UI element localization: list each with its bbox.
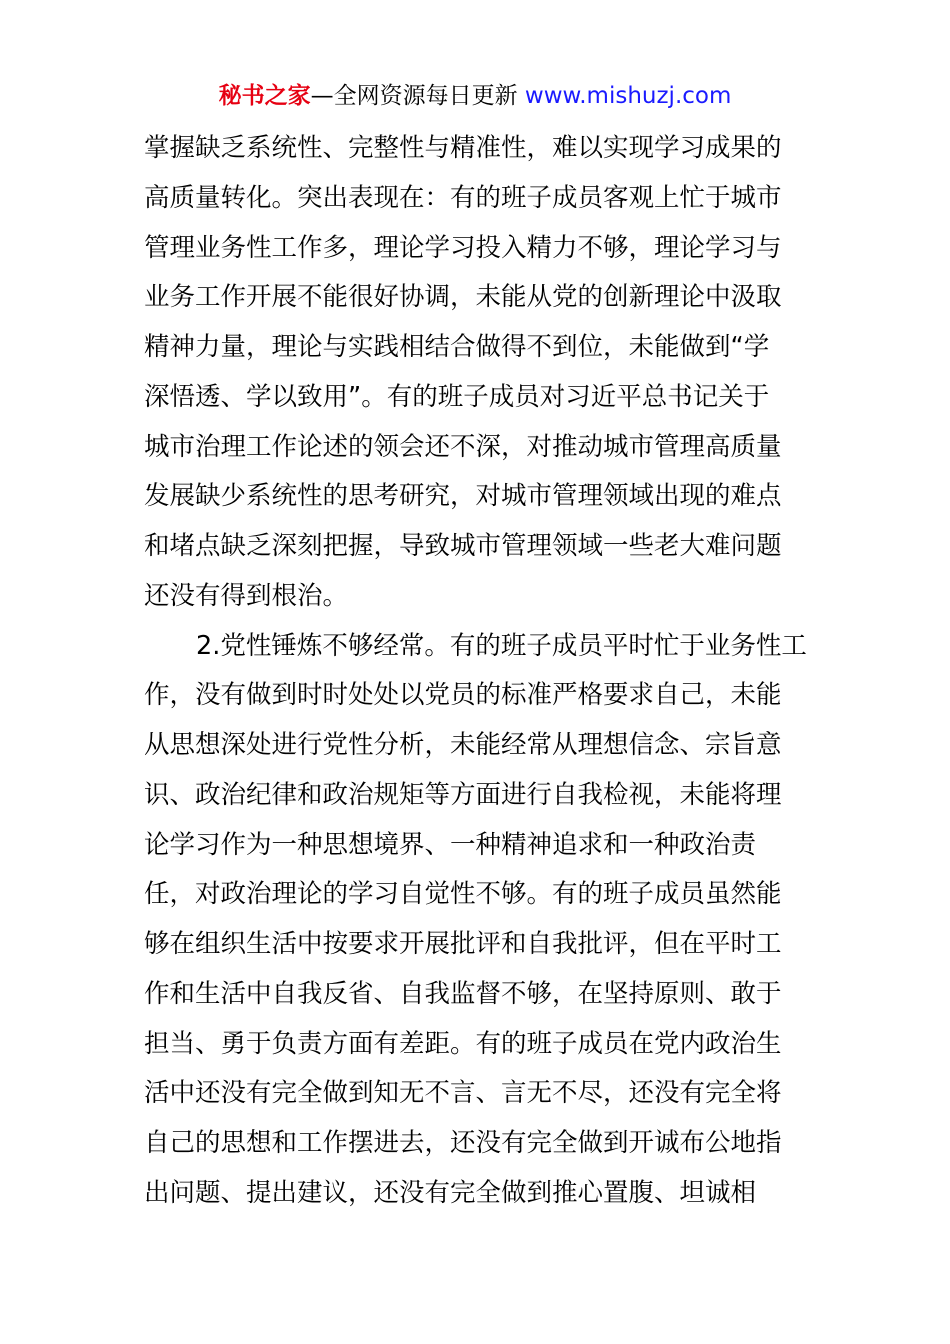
- text-line: 担当、勇于负责方面有差距。有的班子成员在党内政治生: [144, 1028, 782, 1059]
- text-line: 从思想深处进行党性分析，未能经常从理想信念、宗旨意: [144, 730, 782, 760]
- text-line: 掌握缺乏系统性、完整性与精准性，难以实现学习成果的: [144, 133, 782, 163]
- text-line: 作，没有做到时时处处以党员的标准严格要求自己，未能: [144, 680, 782, 711]
- header-tagline: —全网资源每日更新: [310, 83, 525, 109]
- text-line: 论学习作为一种思想境界、一种精神追求和一种政治责: [144, 829, 757, 860]
- brand-name: 秘书之家: [218, 83, 311, 109]
- text-line: 自己的思想和工作摆进去，还没有完全做到开诚布公地指: [144, 1128, 782, 1158]
- text-line: 还没有得到根治。: [144, 580, 349, 611]
- text-line: 城市治理工作论述的领会还不深，对推动城市管理高质量: [144, 431, 782, 462]
- text-line: 作和生活中自我反省、自我监督不够，在坚持原则、敢于: [144, 978, 782, 1009]
- text-line: 业务工作开展不能很好协调，未能从党的创新理论中汲取: [144, 282, 782, 313]
- text-line: 高质量转化。突出表现在：有的班子成员客观上忙于城市: [144, 182, 782, 213]
- text-line: 发展缺少系统性的思考研究，对城市管理领域出现的难点: [144, 481, 782, 512]
- paragraph-heading-line: 2.党性锤炼不够经常。有的班子成员平时忙于业务性工: [196, 630, 807, 661]
- text-line: 深悟透、学以致用”。有的班子成员对习近平总书记关于: [144, 381, 770, 412]
- text-line: 任，对政治理论的学习自觉性不够。有的班子成员虽然能: [144, 879, 782, 910]
- text-line: 活中还没有完全做到知无不言、言无不尽，还没有完全将: [144, 1078, 782, 1109]
- document-body: [144, 124, 808, 1219]
- text-line: 管理业务性工作多，理论学习投入精力不够，理论学习与: [144, 232, 782, 263]
- text-line: 精神力量，理论与实践相结合做得不到位，未能做到“学: [144, 332, 770, 362]
- text-line: 和堵点缺乏深刻把握，导致城市管理领域一些老大难问题: [144, 531, 782, 561]
- site-header: [0, 80, 950, 112]
- text-line: 够在组织生活中按要求开展批评和自我批评，但在平时工: [144, 929, 782, 959]
- text-line: 出问题、提出建议，还没有完全做到推心置腹、坦诚相: [144, 1177, 757, 1208]
- site-url: www.mishuzj.com: [524, 83, 732, 109]
- text-line: 识、政治纪律和政治规矩等方面进行自我检视，未能将理: [144, 779, 782, 810]
